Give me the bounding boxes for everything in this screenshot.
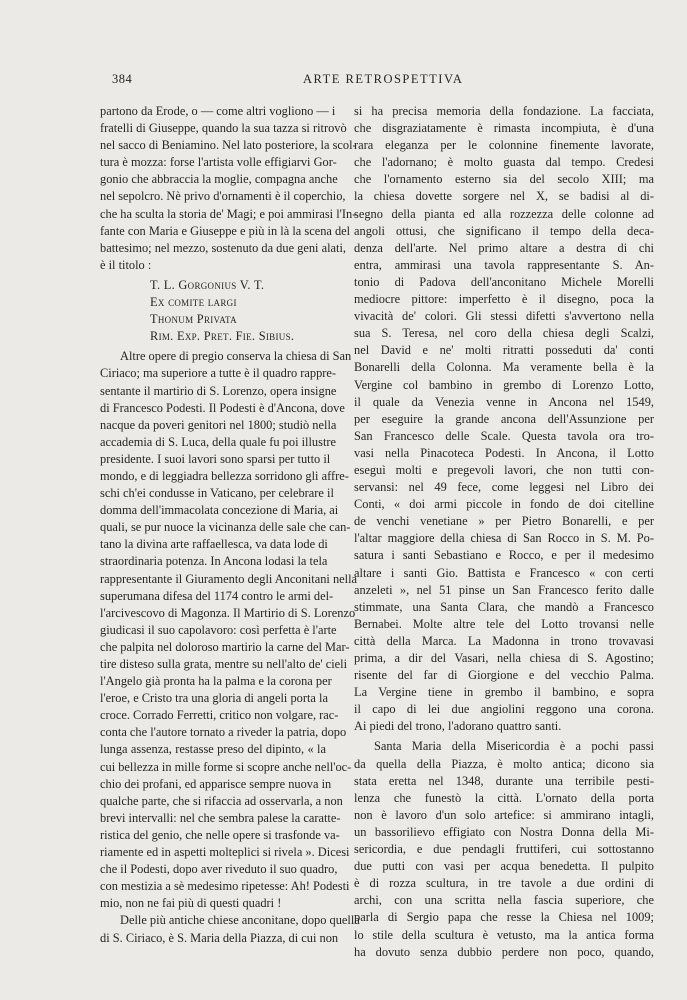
text-line: non è lavoro d'un solo artefice: si ammirano intagli,: [354, 807, 654, 822]
text-line: parla di Sergio papa che resse la Chiesa nel 1009;: [354, 910, 654, 925]
text-line: l'altar maggiore della chiesa di San Rocco in S. M. Po-: [354, 531, 654, 546]
text-line: vasi nella Pinacoteca Podesti. In Ancona, il Lotto: [354, 445, 654, 460]
text-line: rappresentante il Giuramento degli Anconitani nella: [100, 571, 358, 586]
text-line: quali, se pur nuoce la vicinanza delle sale che can-: [100, 520, 351, 535]
text-line: eseguì molti e pregevoli lavori, che non tutti con-: [354, 462, 654, 477]
text-line: tire disteso sulla grata, mentre su nell'alto de' cieli: [100, 657, 348, 671]
text-line: San Francesco delle Scale. Questa tavola ora tro-: [354, 428, 654, 443]
text-line: città della Marca. La Madonna in trono trovavasi: [354, 633, 654, 648]
text-line: Altre opere di pregio conserva la chiesa di San: [120, 349, 352, 364]
text-line: altare i santi Gio. Battista e Francesco « con certi: [354, 565, 654, 580]
inscription-line: Rim. Exp. Pret. Fie. Sibius.: [150, 329, 295, 344]
text-line: di S. Ciriaco, è S. Maria della Piazza, di cui non: [100, 930, 339, 945]
text-line: fratelli di Giuseppe, quando la sua tazza si ritrovò: [100, 121, 347, 136]
page-number: 384: [112, 72, 133, 86]
text-line: il quale da Venezia venne in Ancona nel 1549,: [354, 394, 654, 409]
text-line: l'arcivescovo di Magonza. Il Martirio di S. Lorenzo: [100, 605, 356, 620]
text-line: denza dell'arte. Nel primo altare a destra di chi: [354, 240, 654, 255]
text-line: riamente ed in aspetti molteplici si rivela ». Dicesi: [100, 845, 350, 860]
left-column: [100, 103, 360, 947]
text-line: superumana difesa del 1174 contro le armi del-: [100, 588, 334, 603]
text-line: domma dell'immacolata concezione di Maria, ai: [100, 503, 339, 518]
inscription-line: Thonum Privata: [150, 312, 237, 327]
text-line: lenza che funestò la città. L'ornato della porta: [354, 790, 654, 805]
text-line: che ha sculta la storia de' Magi; e poi ammirasi l'In-: [100, 206, 357, 221]
text-line: che l'adornano; è molto guasta dal tempo. Credesi: [354, 155, 654, 170]
page-header: [112, 72, 564, 92]
text-line: croce. Corrado Ferretti, critico non volgare, rac-: [100, 708, 339, 723]
text-line: anzeleti », nel 51 pinse un San Francesco ferito dalle: [354, 582, 654, 597]
text-line: tano la divina arte raffaellesca, va data lode di: [100, 537, 328, 552]
text-line: ristica del genio, che nelle opere si trasfonde va-: [100, 827, 340, 842]
text-line: partono da Erode, o — come altri vogliono — i: [100, 104, 336, 118]
text-line: gonio che abbraccia la moglie, compagna anche: [100, 172, 338, 187]
text-line: La Vergine tiene in grembo il bambino, e sopra: [354, 685, 654, 700]
text-line: segno della pianta ed alla rozzezza delle colonne ad: [354, 206, 654, 221]
text-line: brevi intervalli: nel che sembra palese la caratte-: [100, 810, 341, 825]
text-line: mio, non ne fai più di questi quadri !: [100, 896, 282, 911]
text-line: nel sacco di Beniamino. Nel lato posteriore, la scol-: [100, 138, 357, 153]
inscription-line: T. L. Gorgonius V. T.: [150, 277, 265, 292]
text-line: giudicasi il suo capolavoro: così perfetta è l'arte: [100, 622, 337, 637]
inscription-line: Ex comite largi: [150, 295, 237, 310]
text-line: Bernabei. Molte altre tele del Lotto trovansi nelle: [354, 616, 654, 631]
text-line: angoli ottusi, che significano il tempo della deca-: [354, 223, 654, 238]
text-line: sentante il martirio di S. Lorenzo, opera insigne: [100, 383, 337, 398]
text-line: straordinaria potenza. In Ancona lodasi la tela: [100, 554, 328, 569]
text-line: che palpita nel doloroso martirio la carne del Mar-: [100, 639, 350, 654]
text-line: entra, ammirasi una tavola rappresentante S. An-: [354, 257, 654, 272]
text-line: ha dovuto senza dubbio perdere non poco, quando,: [354, 944, 654, 959]
text-line: Ai piedi del trono, l'adorano quattro santi.: [354, 719, 562, 734]
text-line: qualche parte, che si rifaccia ad osservarla, a non: [100, 793, 343, 808]
text-line: servansi: nel 49 fece, come leggesi nel Libro dei: [354, 480, 654, 495]
text-line: mondo, e di leggiadra bellezza sorridono gli affre-: [100, 468, 349, 483]
paragraph-sarcophagus: [100, 103, 357, 274]
text-line: archi, con una scritta nella fascia superiore, che: [354, 893, 654, 908]
text-line: un bassorilievo effigiato con Nostra Donna della Mi-: [354, 824, 654, 839]
text-line: nel sepolcro. Nè privo d'ornamenti è il coperchio,: [100, 189, 346, 204]
text-line: è di rozza scultura, in tre tavole a due ordini di: [354, 876, 654, 891]
text-line: sericordia, e due pendagli fruttiferi, cui sottostanno: [354, 842, 654, 857]
text-line: Ciriaco; ma superiore a tutte è il quadro rappre-: [100, 366, 337, 381]
text-line: vivacità de' colori. Gli stessi difetti s'avvertono nella: [354, 309, 654, 324]
text-line: si ha precisa memoria della fondazione. La facciata,: [354, 104, 654, 118]
text-line: due putti con vasi per acqua benedetta. Il pulpito: [354, 859, 654, 874]
text-line: rara eleganza per le colonnine finemente lavorate,: [354, 138, 654, 153]
text-line: nacque da poveri genitori nel 1800; studiò nella: [100, 417, 337, 432]
text-line: Santa Maria della Misericordia è a pochi passi: [374, 739, 654, 754]
text-line: satura i santi Sebastiano e Rocco, e per il medesimo: [354, 548, 654, 563]
text-line: prima, a dir del Vasari, nella chiesa di S. Agostino;: [354, 651, 654, 665]
text-line: l'Angelo già pronta ha la palma e la corona per: [100, 674, 332, 689]
text-line: per eseguire la grande ancona dell'Assunzione per: [354, 411, 654, 426]
text-line: Conti, « doi armi piccole in fondo de doi citelline: [354, 497, 654, 512]
text-line: risente del far di Giorgione e del vecchio Palma.: [354, 668, 654, 683]
text-line: chio dei profani, ed apparisce sempre nuova in: [100, 776, 332, 791]
text-line: de venchi venetiane » per Pietro Bonarelli, e per: [354, 514, 654, 529]
paragraph-podesti: [100, 348, 360, 946]
text-line: il capo di lei due angiolini reggono una corona.: [354, 702, 654, 717]
text-line: tonio di Padova dell'anconitano Michele Morelli: [354, 274, 654, 289]
inscription: [100, 277, 326, 345]
right-column: [354, 103, 654, 961]
text-line: cui bellezza in mille forme si scopre anche nell'oc-: [100, 759, 352, 774]
text-line: presidente. I suoi lavori sono sparsi per tutto il: [100, 451, 331, 466]
text-line: battesimo; nel mezzo, sostenuto da due geni alati,: [100, 240, 347, 255]
paragraph-santa-maria-piazza: [354, 103, 654, 735]
text-line: stimmate, una Santa Clara, che mandò a Francesco: [354, 599, 654, 614]
text-line: accademia di S. Luca, della quale fu poi illustre: [100, 434, 337, 449]
text-line: lo stile della scultura è vetusto, ma la antica forma: [354, 927, 654, 942]
running-title: ARTE RETROSPETTIVA: [303, 72, 464, 86]
text-line: da quella della Piazza, è molto antica; dicono sia: [354, 756, 654, 771]
text-line: di Francesco Podesti. Il Podesti è d'Ancona, dove: [100, 400, 345, 415]
text-line: Bonarelli della Colonna. Ma veramente bella è la: [354, 360, 654, 375]
text-line: con mestizia a sè medesimo ripetesse: Ah! Podesti: [100, 879, 350, 894]
text-line: nel David e ne' molti ritratti posseduti da' conti: [354, 343, 654, 358]
text-line: Delle più antiche chiese anconitane, dopo quella: [120, 913, 360, 928]
text-line: lunga assenza, restasse preso del dipinto, « la: [100, 742, 326, 757]
text-line: che disgraziatamente è rimasta incompiuta, è d'una: [354, 121, 654, 136]
text-line: che l'ornamento esterno sia del secolo XIII; ma: [354, 172, 654, 187]
text-line: l'eroe, e Cristo tra una gloria di angeli porta la: [100, 691, 328, 706]
text-line: stata eretta nel 1348, durante una terribile pesti-: [354, 773, 654, 788]
text-line: la chiesa dovette sorgere nel X, se badisi al di-: [354, 189, 654, 204]
text-line: mediocre pittore: imperfetto è il disegno, poca la: [354, 292, 654, 307]
text-line: conta che l'autore tornato a riveder la patria, dopo: [100, 725, 347, 740]
text-line: che il Podesti, dopo aver riveduto il suo quadro,: [100, 862, 338, 877]
text-line: tura è mozza: forse l'artista volle effigiarvi Gor-: [100, 155, 337, 170]
text-line: Vergine col bambino in grembo di Lorenzo Lotto,: [354, 377, 654, 392]
text-line: schi ch'ei condusse in Vaticano, per celebrare il: [100, 486, 334, 501]
text-line: sua S. Teresa, nel coro della chiesa degli Scalzi,: [354, 326, 654, 341]
text-line: è il titolo :: [100, 257, 152, 272]
paragraph-misericordia: [354, 738, 654, 960]
text-line: fante con Maria e Giuseppe e più in là la scena del: [100, 223, 351, 238]
